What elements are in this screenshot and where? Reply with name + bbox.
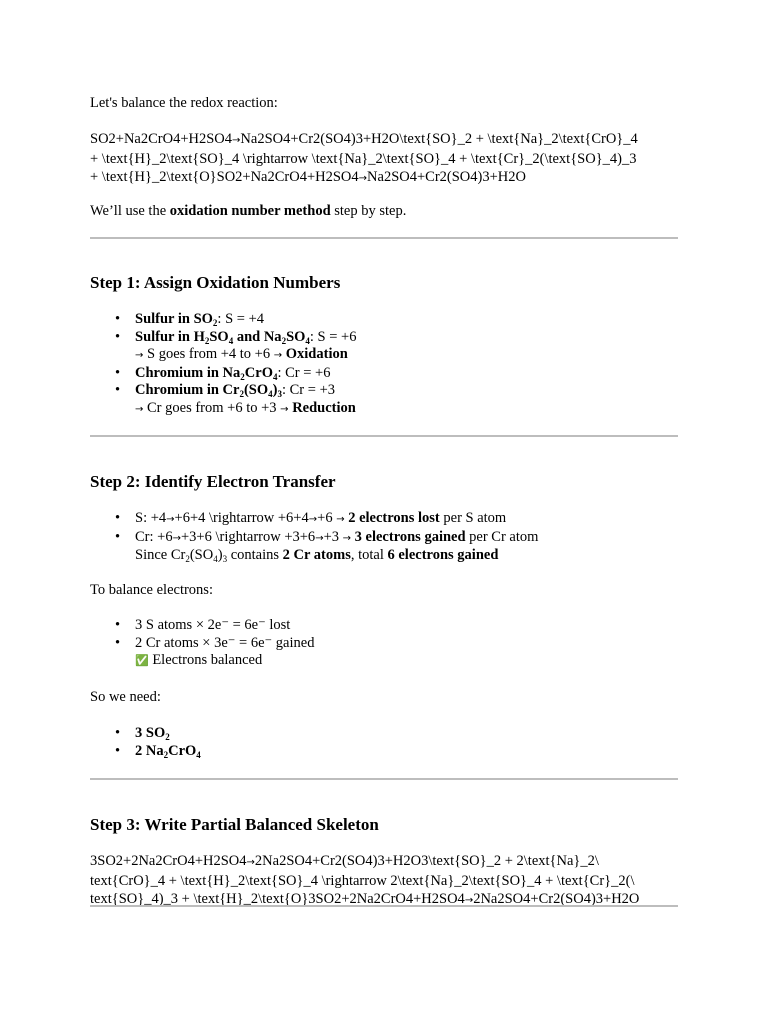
step3-heading: Step 3: Write Partial Balanced Skeleton bbox=[90, 815, 379, 834]
need-intro: So we need: bbox=[90, 689, 161, 705]
list-item: • 2 Cr atoms × 3e⁻ = 6e⁻ gained ✅ Electrons balanced bbox=[90, 635, 680, 670]
arrow-icon: → bbox=[232, 135, 241, 146]
list-item: • S: +4→+6+4 \rightarrow +6+4→+6 → 2 electrons lost per S atom bbox=[90, 510, 680, 529]
method-text: We’ll use the oxidation number method step by step. bbox=[90, 203, 407, 219]
intro-text: Let's balance the redox reaction: bbox=[90, 95, 278, 111]
list-item: • Chromium in $Na_2CrO_4$: Cr = +6 bbox=[90, 365, 680, 383]
arrow-icon: → bbox=[172, 532, 181, 544]
arrow-icon: → bbox=[273, 350, 283, 361]
list-item: • Chromium in $Cr_2(SO_4)_3$: Cr = +3 → Cr goes from +6 to +3 → Reduction bbox=[90, 382, 680, 418]
step1-heading: Step 1: Assign Oxidation Numbers bbox=[90, 273, 341, 292]
list-item: • Cr: +6→+3+6 \rightarrow +3+6→+3 → 3 electrons gained per Cr atom Since $Cr_2(SO_4)_3$ contains 2 Cr atoms, total 6 electrons gained bbox=[90, 529, 680, 565]
list-item: • Sulfur in $SO_2$: S = +4 bbox=[90, 311, 680, 329]
arrow-icon: → bbox=[358, 173, 368, 184]
arrow-icon: → bbox=[342, 532, 352, 544]
balance-intro: To balance electrons: bbox=[90, 582, 213, 598]
divider bbox=[90, 905, 678, 907]
divider bbox=[90, 237, 678, 239]
arrow-icon: → bbox=[246, 857, 255, 868]
list-item: • 2 $Na_2CrO_4$ bbox=[90, 743, 680, 761]
skeleton-equation: 3SO2+2Na2CrO4+H2SO4→2Na2SO4+Cr2(SO4)3+H2O3\text{SO}_2 + 2\text{Na}_2\ text{CrO}_4 + \text{H}_2\text{SO}_4 \rightarrow 2\text{Na}_2\text{SO}_4 + \text{Cr}_2(\ text{SO}_4)_3 + \text{H}_2\text{O}3SO2+2Na2CrO4+H2SO4→2Na2SO4+Cr2(SO4)3+H2O bbox=[90, 853, 640, 907]
list-item: • 3 S atoms × 2e⁻ = 6e⁻ lost bbox=[90, 617, 680, 635]
step2-list bbox=[90, 510, 680, 565]
reaction-equation: SO2+Na2CrO4+H2SO4→Na2SO4+Cr2(SO4)3+H2O\text{SO}_2 + \text{Na}_2\text{CrO}_4 + \text{H}_2\text{SO}_4 \rightarrow \text{Na}_2\text{SO}_4 + \text{Cr}_2(\text{SO}_4)_3 + \text{H}_2\text{O}SO2+Na2CrO4+H2SO4→Na2SO4+Cr2(SO4)3+H2O bbox=[90, 131, 638, 185]
arrow-icon: → bbox=[135, 403, 144, 415]
arrow-icon: → bbox=[308, 514, 318, 525]
arrow-icon: → bbox=[135, 350, 144, 361]
step1-list bbox=[90, 311, 680, 418]
arrow-icon: → bbox=[336, 514, 345, 525]
list-item: • Sulfur in $H_2SO_4$ and $Na_2SO_4$: S = +6 → S goes from +4 to +6 → Oxidation bbox=[90, 329, 680, 365]
electron-list bbox=[90, 617, 680, 670]
arrow-icon: → bbox=[166, 514, 175, 525]
list-item: • 3 $SO_2$ bbox=[90, 725, 680, 743]
arrow-icon: → bbox=[464, 895, 474, 906]
check-icon: ✅ bbox=[135, 654, 149, 667]
arrow-icon: → bbox=[280, 403, 289, 415]
divider bbox=[90, 435, 678, 437]
arrow-icon: → bbox=[315, 532, 324, 544]
divider bbox=[90, 778, 678, 780]
need-list bbox=[90, 725, 680, 760]
step2-heading: Step 2: Identify Electron Transfer bbox=[90, 472, 336, 491]
